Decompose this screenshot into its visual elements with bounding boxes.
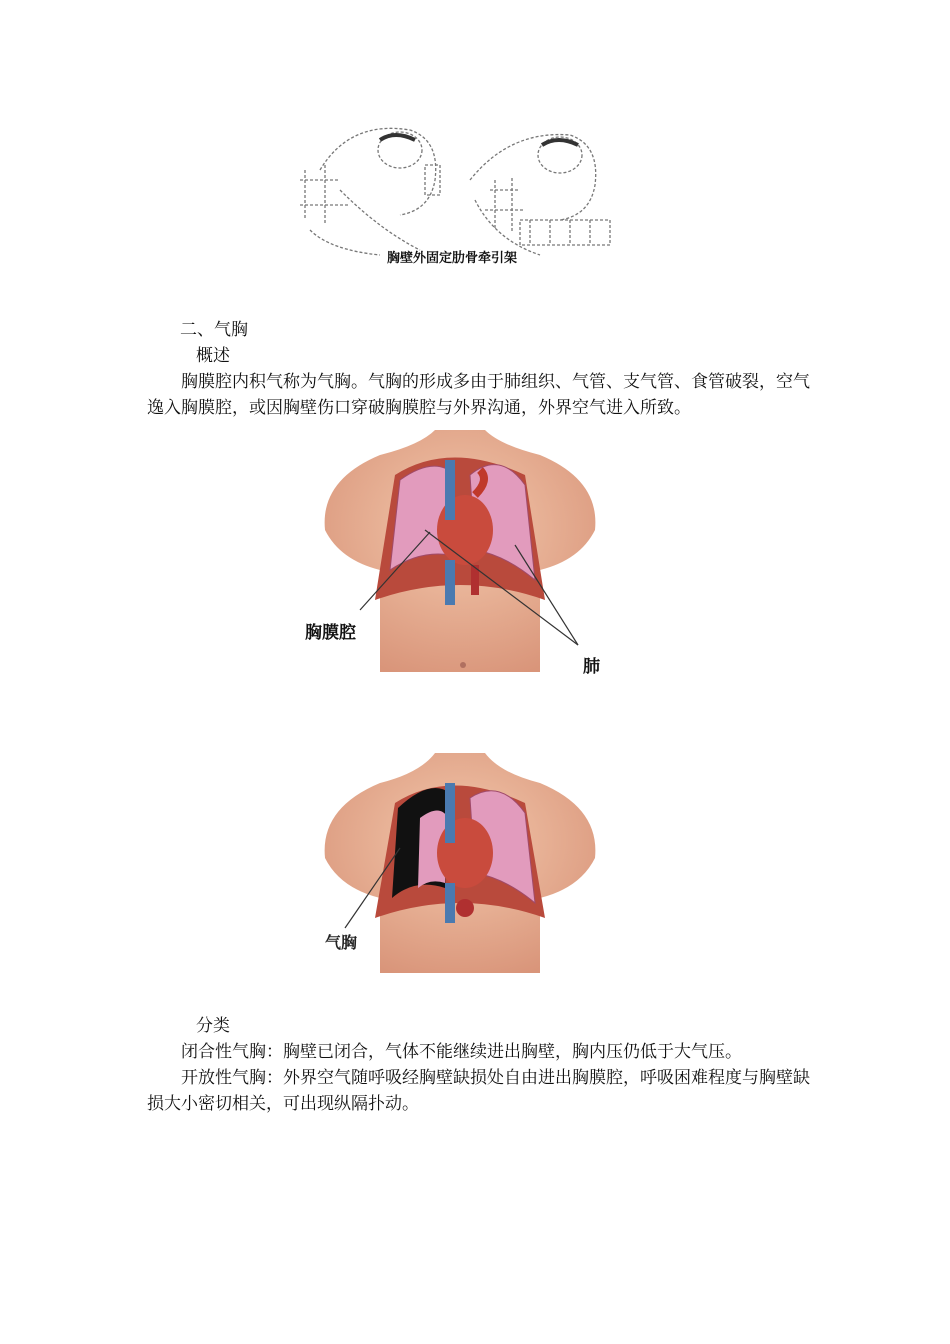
label-lung: 肺	[583, 657, 600, 677]
rib-traction-figure	[280, 110, 625, 270]
label-pneumothorax: 气胸	[325, 933, 358, 952]
overview-heading: 概述	[196, 346, 230, 366]
chest-anatomy-illustration	[300, 420, 620, 682]
chest-anatomy-figure	[300, 420, 620, 682]
rib-traction-illustration	[280, 110, 625, 270]
pneumothorax-figure	[300, 748, 620, 976]
label-pleural-cavity: 胸膜腔	[305, 623, 356, 643]
closed-pneumothorax-paragraph: 闭合性气胸：胸壁已闭合，气体不能继续进出胸壁，胸内压仍低于大气压。	[181, 1042, 742, 1062]
figure1-caption: 胸壁外固定肋骨牵引架	[386, 251, 518, 266]
pneumothorax-illustration	[300, 748, 620, 976]
classification-heading: 分类	[196, 1016, 230, 1036]
overview-paragraph: 胸膜腔内积气称为气胸。气胸的形成多由于肺组织、气管、支气管、食管破裂，空气逸入胸膜腔，或因胸壁伤口穿破胸膜腔与外界沟通，外界空气进入所致。	[147, 372, 810, 418]
open-pneumothorax-paragraph: 开放性气胸：外界空气随呼吸经胸壁缺损处自由进出胸膜腔，呼吸困难程度与胸壁缺损大小密切相关，可出现纵隔扑动。	[147, 1068, 810, 1114]
section-heading: 二、气胸	[180, 320, 248, 340]
